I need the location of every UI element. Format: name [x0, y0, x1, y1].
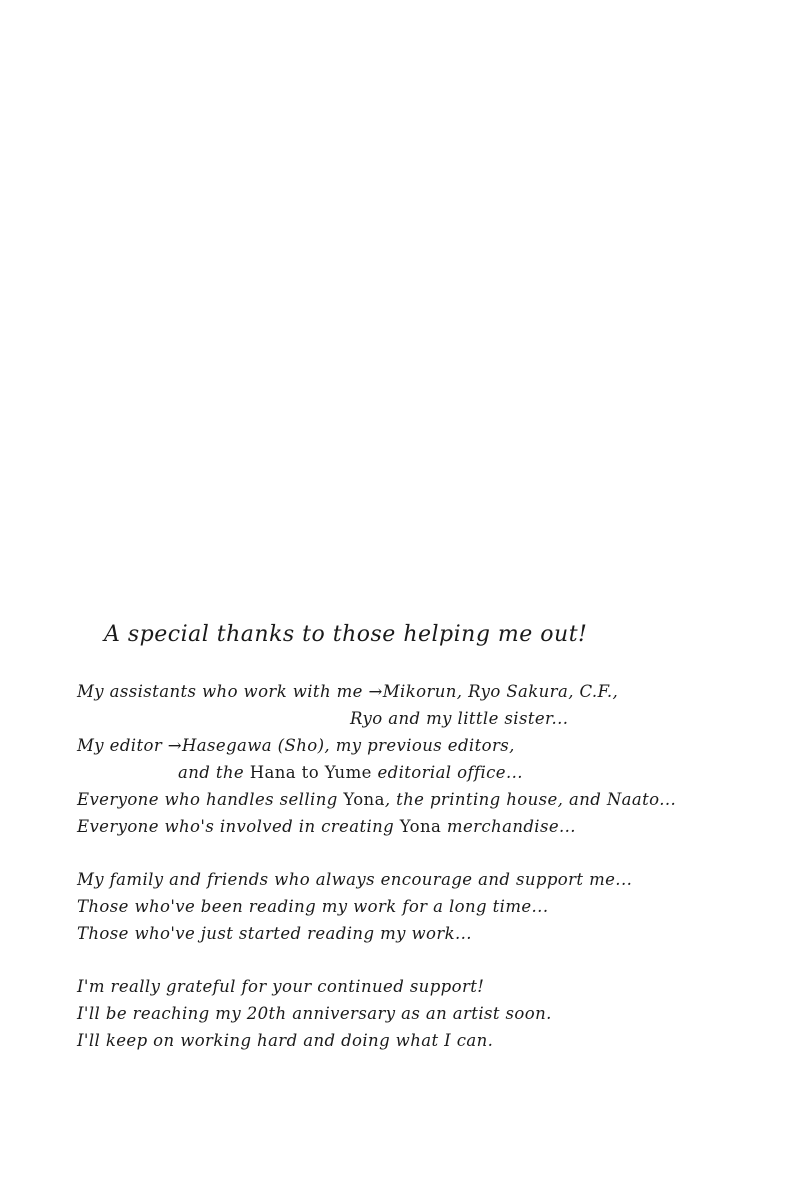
readers-line: My family and friends who always encourage and support me... [77, 870, 633, 889]
thanks-heading: A special thanks to those helping me out! [104, 622, 588, 647]
arrow-icon: → [368, 682, 383, 701]
editor-names: Hasegawa (Sho), my previous editors, [182, 736, 515, 755]
assistants-lead: My assistants who work with me [77, 682, 363, 701]
arrow-icon: → [167, 736, 183, 755]
editor-cont-prefix: and the [178, 763, 250, 782]
merch-suffix: merchandise... [441, 817, 576, 836]
assistants-names-cont: Ryo and my little sister... [350, 709, 569, 728]
closing-line: I'll keep on working hard and doing what I can. [77, 1031, 494, 1050]
selling-suffix: , the printing house, and Naato... [384, 790, 677, 809]
series-title: Yona [343, 790, 385, 809]
editor-line [77, 736, 515, 755]
merch-prefix: Everyone who's involved in creating [77, 817, 400, 836]
series-title: Yona [399, 817, 442, 836]
selling-prefix: Everyone who handles selling [77, 790, 344, 809]
editor-names-cont [178, 763, 523, 782]
readers-line: Those who've been reading my work for a long time... [77, 897, 549, 916]
closing-line: I'm really grateful for your continued support! [77, 977, 485, 996]
assistants-names: Mikorun, Ryo Sakura, C.F., [382, 682, 619, 701]
readers-line: Those who've just started reading my work... [77, 924, 472, 943]
editor-cont-suffix: editorial office... [371, 763, 523, 782]
assistants-line [77, 682, 618, 701]
selling-line [77, 790, 676, 809]
merch-line [77, 817, 576, 836]
closing-line: I'll be reaching my 20th anniversary as an artist soon. [77, 1004, 552, 1023]
editor-lead: My editor [77, 736, 163, 755]
magazine-title: Hana to Yume [249, 763, 372, 782]
